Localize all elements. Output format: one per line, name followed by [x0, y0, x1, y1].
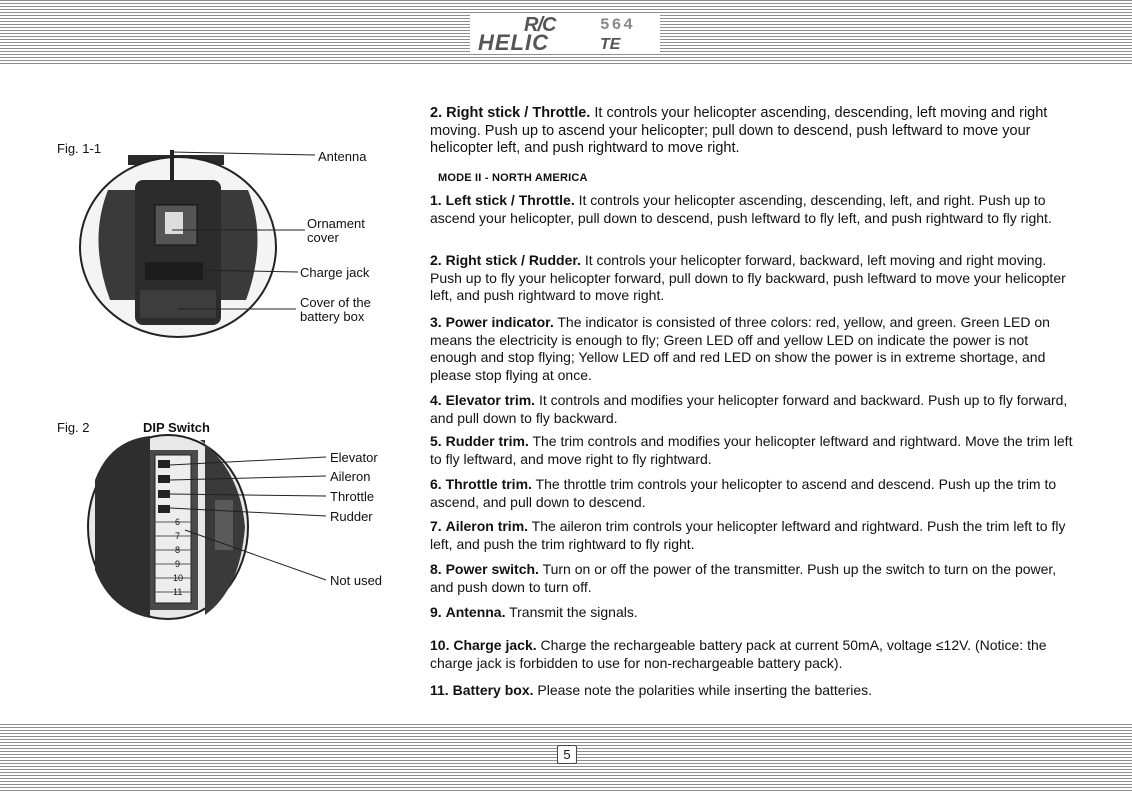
item-number: 2. — [430, 252, 442, 268]
dip-switch-title: DIP Switch — [143, 420, 210, 435]
item-number: 7. — [430, 518, 442, 534]
item-text: It controls your helicopter forward, backward, left moving and right moving. Push up to fly your helicopter forward, pull down to fly backward, push leftward to move your helicopter left, and push rightward to move right. — [430, 252, 1066, 303]
item-number: 3. — [430, 314, 442, 330]
callout-elevator: Elevator — [330, 450, 378, 465]
item-heading: Power switch. — [445, 561, 539, 577]
figure-1-label: Fig. 1-1 — [57, 141, 102, 156]
item-text: It controls and modifies your helicopter forward and backward. Push up to fly forward, and pull down to fly backward. — [430, 392, 1068, 426]
logo-rc: R/C — [524, 14, 556, 36]
dip-number: 8 — [175, 545, 181, 555]
item-heading: Charge jack. — [453, 637, 537, 653]
item-number: 9. — [430, 604, 442, 620]
item-number: 8. — [430, 561, 442, 577]
callout-throttle: Throttle — [330, 489, 375, 504]
item-heading: Rudder trim. — [445, 433, 529, 449]
instruction-item — [430, 314, 1075, 384]
instruction-item — [430, 682, 1075, 700]
item-text: Charge the rechargeable battery pack at current 50mA, voltage ≤12V. (Notice: the charge jack is forbidden to use for non-rechargeable battery pack). — [430, 637, 1047, 671]
item-text: It controls your helicopter ascending, descending, left moving and right moving. Push up to ascend your helicopter; pull down to descend, push leftward to move your helicopter left, and push rightward to move right. — [430, 105, 1048, 156]
dip-number: 9 — [175, 559, 181, 569]
instruction-item — [430, 433, 1075, 468]
instruction-item — [430, 105, 1075, 158]
dip-number: 7 — [175, 531, 181, 541]
callout-rudder: Rudder — [330, 509, 373, 524]
item-text: The aileron trim controls your helicopter leftward and rightward. Push the trim left to fly left, and push the trim rightward to fly right. — [430, 518, 1066, 552]
item-heading: Antenna. — [445, 604, 506, 620]
dip-number: 6 — [175, 517, 181, 527]
callout-not-used: Not used — [330, 573, 383, 588]
item-text: It controls your helicopter ascending, descending, left, and right. Push up to ascend your helicopter, pull down to descend, push leftward to fly left, and push rightward to fly right. — [430, 192, 1052, 226]
item-number: 2. — [430, 105, 443, 121]
mode-heading: MODE II - NORTH AMERICA — [438, 172, 588, 184]
instruction-item — [430, 604, 1075, 622]
item-text: The indicator is consisted of three colors: red, yellow, and green. Green LED on means the electricity is enough to fly; Green LED off and yellow LED on indicate the power is not enough and stop flying; Yellow LED off and red LED on show the power is in extreme shortage, and please stop flying at once. — [430, 314, 1050, 383]
logo-heli: HELIC — [478, 30, 549, 55]
instruction-item — [430, 476, 1075, 511]
callout-battery-cover: Cover of the battery box — [300, 295, 371, 324]
figure-2-label: Fig. 2 — [57, 420, 90, 435]
dip-number: 10 — [173, 573, 184, 583]
callout-aileron: Aileron — [330, 469, 371, 484]
item-text: The throttle trim controls your helicopter to ascend and descend. Push up the trim to ascend, and pull down to descend. — [430, 476, 1057, 510]
item-heading: Left stick / Throttle. — [445, 192, 575, 208]
item-heading: Right stick / Rudder. — [445, 252, 581, 268]
item-number: 5. — [430, 433, 442, 449]
instruction-item — [430, 518, 1075, 553]
instruction-item — [430, 192, 1075, 227]
dip-number: 11 — [173, 587, 183, 597]
item-number: 10. — [430, 637, 450, 653]
callout-antenna: Antenna — [318, 149, 367, 164]
item-text: Transmit the signals. — [505, 604, 638, 620]
instruction-item — [430, 637, 1075, 672]
item-heading: Right stick / Throttle. — [446, 105, 591, 121]
callout-charge-jack: Charge jack — [300, 265, 370, 280]
item-text: Turn on or off the power of the transmitter. Push up the switch to turn on the power, and push down to turn off. — [430, 561, 1057, 595]
item-heading: Elevator trim. — [445, 392, 536, 408]
logo-te: TE — [600, 36, 621, 53]
item-text: The trim controls and modifies your helicopter leftward and rightward. Move the trim left to fly leftward, and move right to fly rightward. — [430, 433, 1073, 467]
item-number: 11. — [430, 682, 449, 698]
instruction-item — [430, 561, 1075, 596]
page-number: 5 — [557, 745, 577, 764]
callout-ornament-cover: Ornament cover — [307, 216, 365, 245]
instruction-item — [430, 392, 1075, 427]
logo-model: 564 — [600, 16, 635, 34]
item-number: 1. — [430, 192, 442, 208]
item-text: Please note the polarities while inserting the batteries. — [533, 682, 873, 698]
item-heading: Battery box. — [452, 682, 534, 698]
item-heading: Aileron trim. — [445, 518, 529, 534]
item-heading: Power indicator. — [445, 314, 554, 330]
item-heading: Throttle trim. — [445, 476, 532, 492]
item-number: 4. — [430, 392, 442, 408]
brand-logo — [470, 14, 660, 54]
instruction-item — [430, 252, 1075, 305]
item-number: 6. — [430, 476, 442, 492]
